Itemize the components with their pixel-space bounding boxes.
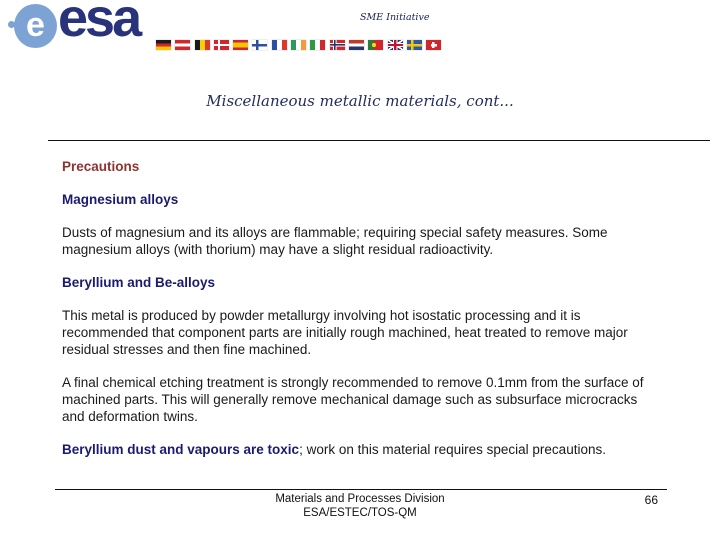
footer-division: Materials and Processes Division: [275, 493, 445, 505]
heading-precautions: Precautions: [62, 159, 140, 174]
flag-germany-icon: [156, 40, 171, 50]
footer-divider: [55, 489, 667, 490]
flag-belgium-icon: [195, 40, 210, 50]
flag-denmark-icon: [214, 40, 229, 50]
toxic-warning-rest: ; work on this material requires special precautions.: [299, 442, 606, 457]
flag-switzerland-icon: [426, 40, 441, 50]
heading-beryllium-alloys: Beryllium and Be-alloys: [62, 275, 216, 290]
esa-wordmark: esa: [58, 0, 140, 48]
flag-norway-icon: [330, 40, 345, 50]
page-number: 66: [644, 493, 658, 507]
flag-uk-icon: [388, 40, 403, 50]
slide-title: Miscellaneous metallic materials, cont...: [206, 92, 514, 110]
slide-body: [62, 158, 662, 474]
paragraph-magnesium: Dusts of magnesium and its alloys are flammable; requiring special safety measures. Some magnesium alloys (with thorium) may have a slight residual radioactivity.: [62, 225, 608, 257]
paragraph-beryllium-toxic: [62, 441, 662, 458]
flag-ireland-icon: [291, 40, 306, 50]
flag-strip: [156, 40, 441, 50]
flag-austria-icon: [175, 40, 190, 50]
esa-logo-e: e: [26, 6, 45, 44]
flag-portugal-icon: [368, 40, 383, 50]
footer-text: [0, 492, 720, 520]
esa-logo-globe-icon: [14, 4, 57, 48]
flag-italy-icon: [310, 40, 325, 50]
flag-spain-icon: [233, 40, 248, 50]
esa-logo: [0, 0, 160, 54]
paragraph-beryllium-processing: This metal is produced by powder metallurgy involving hot isostatic processing and it is recommended that component parts are initially rough machined, heat treated to remove major residual stresses and then fine machined.: [62, 308, 628, 357]
flag-france-icon: [272, 40, 287, 50]
heading-magnesium-alloys: Magnesium alloys: [62, 192, 179, 207]
paragraph-beryllium-etching: A final chemical etching treatment is strongly recommended to remove 0.1mm from the surface of machined parts. This will generally remove mechanical damage such as subsurface microcracks and deformation twins.: [62, 375, 644, 424]
program-label: SME Initiative: [360, 12, 430, 23]
footer-department: ESA/ESTEC/TOS-QM: [303, 507, 417, 519]
flag-netherlands-icon: [349, 40, 364, 50]
flag-finland-icon: [252, 40, 267, 50]
title-divider: [48, 140, 710, 141]
toxic-warning-bold: Beryllium dust and vapours are toxic: [62, 442, 300, 457]
flag-sweden-icon: [407, 40, 422, 50]
